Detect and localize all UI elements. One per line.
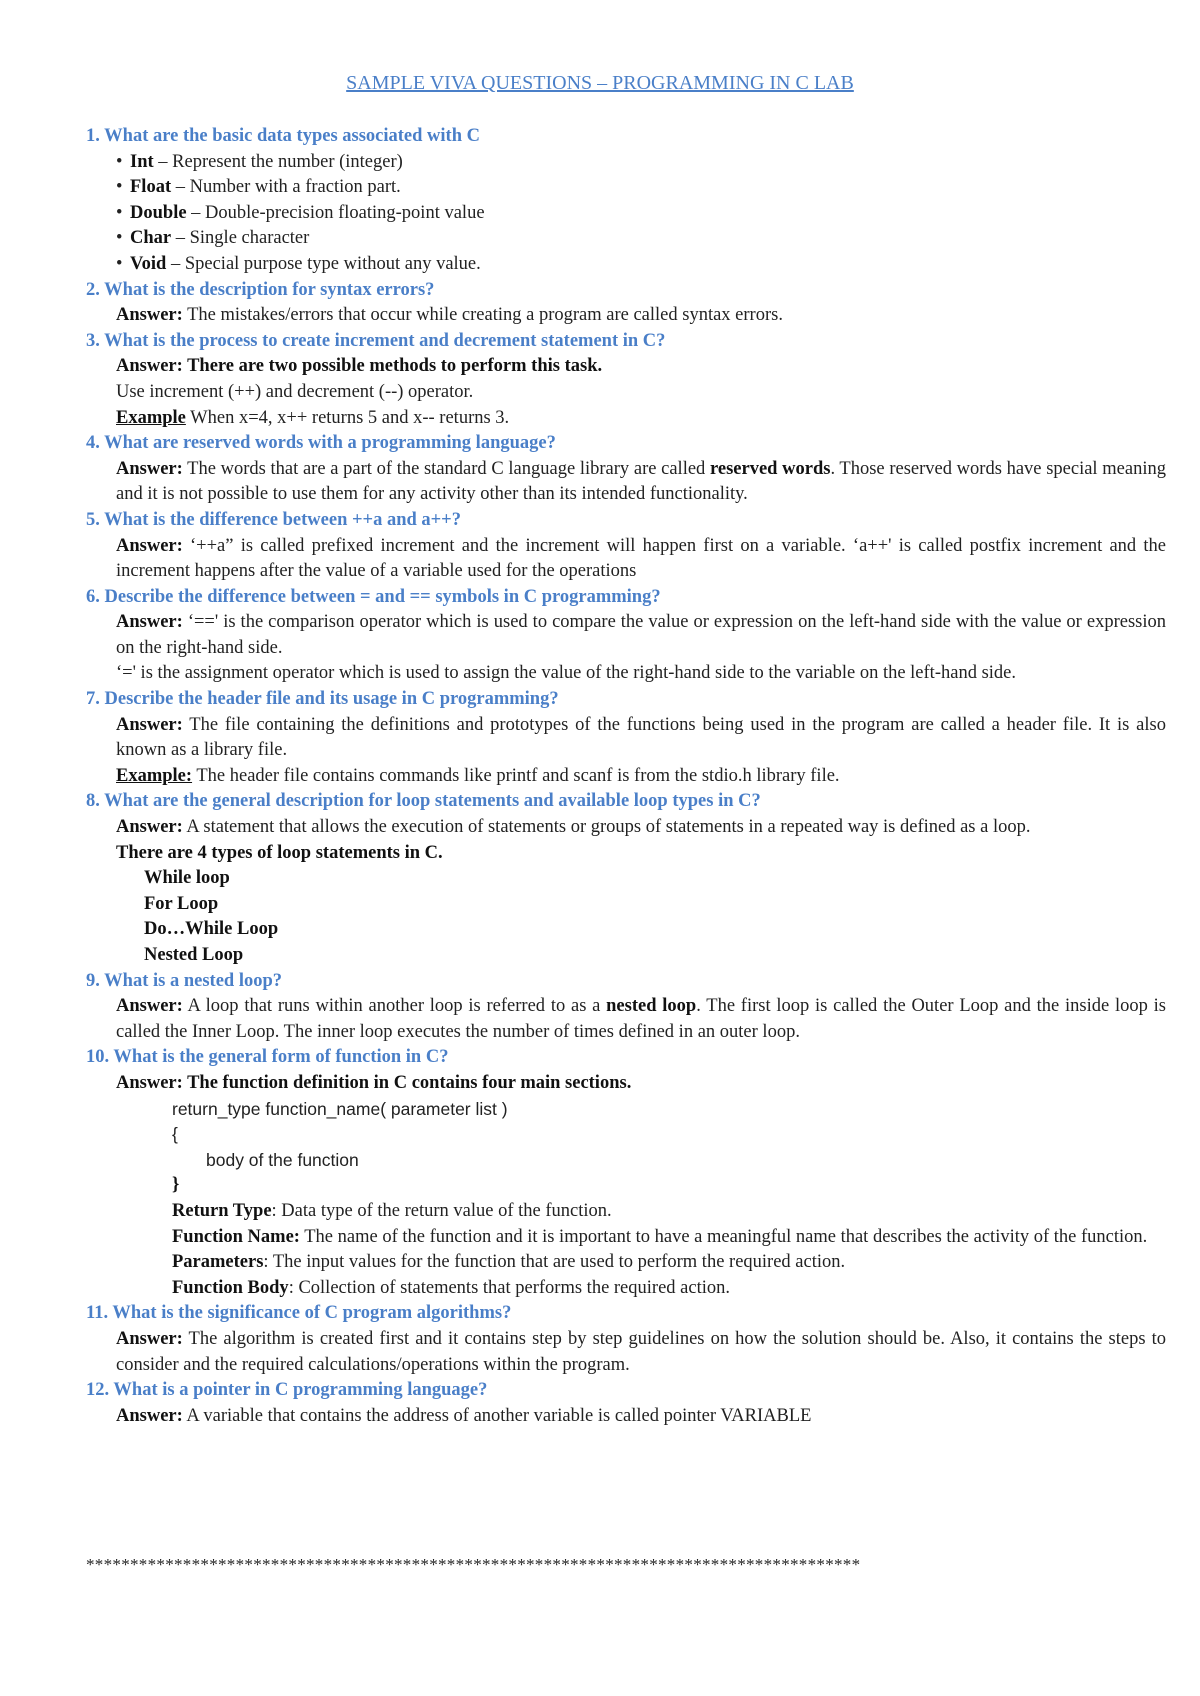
- bullet-icon: •: [116, 253, 123, 274]
- loop-types-heading: There are 4 types of loop statements in C.: [116, 842, 443, 863]
- list-item: • Double – Double-precision floating-point value: [86, 201, 1166, 227]
- answer-4: Answer: The words that are a part of the standard C language library are called reserved words. Those reserved words have special meaning and it is not possible to use them for any activity other than its intended functionality.: [116, 458, 1166, 505]
- bullet-icon: •: [116, 151, 123, 172]
- question-12: 12. What is a pointer in C programming language?: [86, 1380, 488, 1401]
- bullet-icon: •: [116, 177, 123, 198]
- function-part: Return Type: Data type of the return value of the function.: [172, 1200, 612, 1221]
- code-body: body of the function: [206, 1149, 359, 1170]
- answer-10: Answer: The function definition in C contains four main sections.: [116, 1072, 632, 1093]
- function-part: Function Body: Collection of statements that performs the required action.: [172, 1277, 730, 1298]
- question-2: 2. What is the description for syntax errors?: [86, 279, 435, 300]
- list-item: • Char – Single character: [86, 226, 1166, 252]
- answer-11: Answer: The algorithm is created first and it contains step by step guidelines on how the solution should be. Also, it contains the steps to consider and the required calculations/operations within the program.: [116, 1328, 1166, 1375]
- bullet-icon: •: [116, 202, 123, 223]
- answer-5: Answer: ‘++a” is called prefixed increment and the increment will happen first on a variable. ‘a++' is called postfix increment and the increment happens after the value of a variable used for the operations: [116, 535, 1166, 582]
- code-close-brace: }: [172, 1175, 180, 1196]
- list-item: • Float – Number with a fraction part.: [86, 175, 1166, 201]
- question-7: 7. Describe the header file and its usage in C programming?: [86, 689, 559, 710]
- answer-2: Answer: The mistakes/errors that occur while creating a program are called syntax errors.: [116, 305, 783, 326]
- answer-8: Answer: A statement that allows the execution of statements or groups of statements in a repeated way is defined as a loop.: [116, 817, 1031, 838]
- bullet-icon: •: [116, 228, 123, 249]
- question-3: 3. What is the process to create increment and decrement statement in C?: [86, 330, 666, 351]
- question-6: 6. Describe the difference between = and == symbols in C programming?: [86, 586, 661, 607]
- code-open-brace: {: [172, 1124, 178, 1145]
- footer-separator: ****************************************************************************************: [86, 1555, 861, 1574]
- answer-3: Answer: There are two possible methods to perform this task.: [116, 356, 603, 377]
- code-signature: return_type function_name( parameter list ): [172, 1098, 508, 1119]
- answer-6-line: ‘=' is the assignment operator which is used to assign the value of the right-hand side to the variable on the left-hand side.: [116, 663, 1016, 684]
- answer-3-example: Example When x=4, x++ returns 5 and x-- returns 3.: [116, 407, 510, 428]
- function-part: Function Name: The name of the function and it is important to have a meaningful name that describes the activity of the function.: [172, 1226, 1148, 1247]
- question-list: [86, 124, 1166, 1429]
- function-part: Parameters: The input values for the function that are used to perform the required action.: [172, 1252, 846, 1273]
- question-8: 8. What are the general description for loop statements and available loop types in C?: [86, 791, 761, 812]
- question-11: 11. What is the significance of C program algorithms?: [86, 1303, 512, 1324]
- question-4: 4. What are reserved words with a programming language?: [86, 433, 556, 454]
- list-item: • Int – Represent the number (integer): [86, 150, 1166, 176]
- answer-12: Answer: A variable that contains the address of another variable is called pointer VARIABLE: [116, 1405, 812, 1426]
- answer-6: Answer: ‘==' is the comparison operator which is used to compare the value or expression on the left-hand side with the value or expression on the right-hand side.: [116, 612, 1166, 658]
- answer-7-example: Example: The header file contains commands like printf and scanf is from the stdio.h library file.: [116, 765, 840, 786]
- question-10: 10. What is the general form of function in C?: [86, 1047, 449, 1068]
- list-item: Do…While Loop: [144, 919, 279, 940]
- list-item: For Loop: [144, 893, 219, 914]
- list-item: • Void – Special purpose type without any value.: [86, 252, 1166, 278]
- question-5: 5. What is the difference between ++a and a++?: [86, 509, 461, 530]
- answer-3-line: Use increment (++) and decrement (--) operator.: [116, 381, 474, 402]
- question-9: 9. What is a nested loop?: [86, 970, 282, 991]
- page-title: SAMPLE VIVA QUESTIONS – PROGRAMMING IN C LAB: [346, 72, 854, 94]
- list-item: Nested Loop: [144, 945, 244, 965]
- question-1: 1. What are the basic data types associated with C: [86, 126, 480, 146]
- list-item: While loop: [144, 868, 230, 889]
- answer-9: Answer: A loop that runs within another loop is referred to as a nested loop. The first loop is called the Outer Loop and the inside loop is called the Inner Loop. The inner loop executes the number of times defined in an outer loop.: [116, 996, 1166, 1042]
- answer-7: Answer: The file containing the definitions and prototypes of the functions being used in the program are called a header file. It is also known as a library file.: [116, 714, 1166, 761]
